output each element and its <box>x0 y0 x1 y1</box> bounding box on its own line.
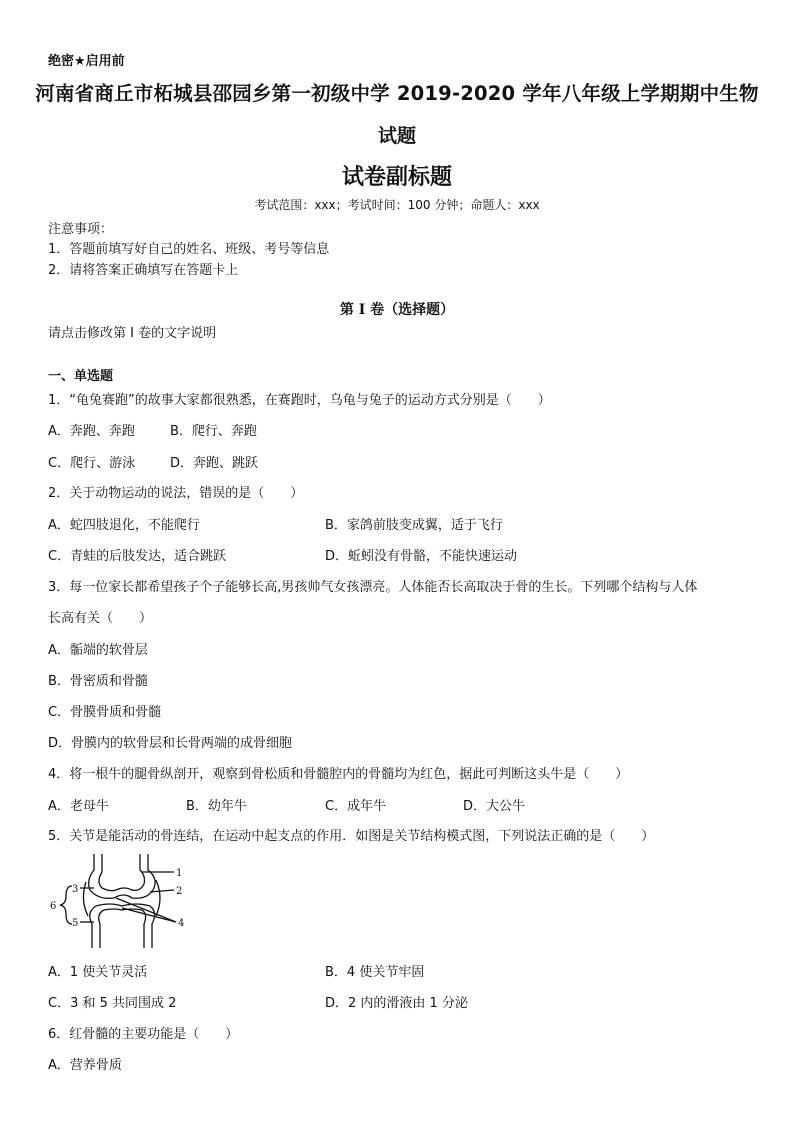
secret-mark: 绝密★启用前 <box>48 54 125 69</box>
option: D．骨膜内的软骨层和长骨两端的成骨细胞 <box>48 736 293 751</box>
volume-title: 第 I 卷（选择题） <box>339 302 455 318</box>
bracket-6 <box>60 886 72 924</box>
question-stem: 6．红骨髓的主要功能是（ ） <box>48 1027 239 1042</box>
option: A．1 使关节灵活 <box>48 965 148 980</box>
leader-line-4b <box>122 908 176 922</box>
joint-structure-diagram <box>46 852 196 950</box>
option: B．爬行、奔跑 <box>170 424 257 439</box>
exam-title: 河南省商丘市柘城县邵园乡第一初级中学 2019-2020 学年八年级上学期期中生物 <box>35 82 759 105</box>
note-item: 1．答题前填写好自己的姓名、班级、考号等信息 <box>48 242 330 257</box>
section-title: 一、单选题 <box>48 369 114 384</box>
option: D．大公牛 <box>463 799 526 814</box>
diagram-label-6: 6 <box>50 901 57 912</box>
option: C．爬行、游泳 <box>48 456 136 471</box>
lower-bone-inner <box>99 909 146 948</box>
diagram-label-2: 2 <box>176 886 183 897</box>
option: D．2 内的滑液由 1 分泌 <box>325 996 468 1011</box>
notes-heading: 注意事项： <box>48 222 114 237</box>
joint-capsule-right <box>156 880 160 916</box>
question-stem: 2．关于动物运动的说法，错误的是（ ） <box>48 486 304 501</box>
option: D．蚯蚓没有骨骼，不能快速运动 <box>325 549 518 564</box>
question-stem: 4．将一根牛的腿骨纵剖开，观察到骨松质和骨髓腔内的骨髓均为红色，据此可判断这头牛是（ ） <box>48 767 629 782</box>
option: A．骺端的软骨层 <box>48 643 148 658</box>
diagram-label-3: 3 <box>72 884 79 895</box>
upper-bone-outline <box>89 854 155 898</box>
option: C．青蛙的后肢发达，适合跳跃 <box>48 549 227 564</box>
volume-description: 请点击修改第 I 卷的文字说明 <box>48 326 217 341</box>
joint-capsule-left <box>83 882 88 916</box>
diagram-label-5: 5 <box>72 918 79 929</box>
option: B．4 使关节牢固 <box>325 965 425 980</box>
option: B．骨密质和骨髓 <box>48 674 148 689</box>
option: C．骨膜骨质和骨髓 <box>48 705 162 720</box>
exam-title-continued: 试题 <box>377 125 416 147</box>
option: A．蛇四肢退化，不能爬行 <box>48 518 200 533</box>
question-stem-continued: 长高有关（ ） <box>48 611 153 626</box>
option: B．家鸽前肢变成翼，适于飞行 <box>325 518 503 533</box>
leader-line-2 <box>150 890 174 892</box>
question-stem: 5．关节是能活动的骨连结，在运动中起支点的作用．如图是关节结构模式图，下列说法正确的是（ ） <box>48 829 655 844</box>
exam-meta: 考试范围：xxx；考试时间：100 分钟；命题人：xxx <box>254 198 540 212</box>
note-item: 2．请将答案正确填写在答题卡上 <box>48 263 239 278</box>
diagram-label-4: 4 <box>178 918 185 929</box>
diagram-label-1: 1 <box>176 868 183 879</box>
upper-bone-inner <box>99 854 145 891</box>
option: A．奔跑、奔跑 <box>48 424 135 439</box>
option: C．成年牛 <box>325 799 387 814</box>
option: D．奔跑、跳跃 <box>170 456 259 471</box>
option: B．幼年牛 <box>186 799 247 814</box>
option: A．营养骨质 <box>48 1058 122 1073</box>
option: C．3 和 5 共同围成 2 <box>48 996 177 1011</box>
question-stem: 1．“龟兔赛跑”的故事大家都很熟悉，在赛跑时，乌龟与兔子的运动方式分别是（ ） <box>48 393 551 408</box>
exam-subtitle: 试卷副标题 <box>341 165 452 190</box>
option: A．老母牛 <box>48 799 109 814</box>
question-stem: 3．每一位家长都希望孩子个子能够长高,男孩帅气女孩漂亮。人体能否长高取决于骨的生长。下列哪个结构与人体 <box>48 580 698 595</box>
